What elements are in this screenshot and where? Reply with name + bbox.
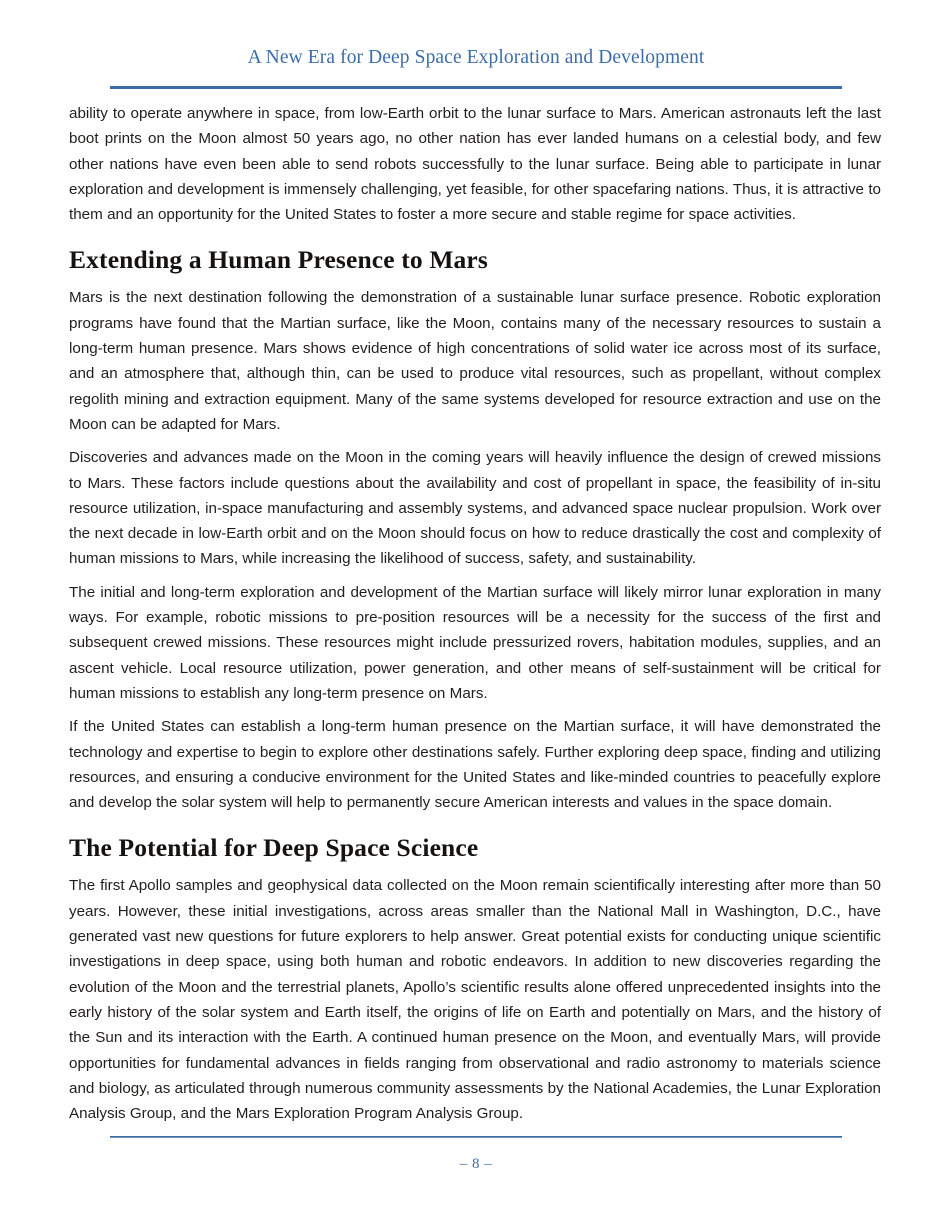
section-heading-extending-a-human-presence-to-mars: Extending a Human Presence to Mars xyxy=(69,245,488,275)
page-number: – 8 – xyxy=(459,1156,493,1172)
document-body xyxy=(69,101,881,1126)
header-rule xyxy=(110,86,842,89)
paragraph-first-apollo-samples: The first Apollo samples and geophysical data collected on the Moon remain scientifically interesting after more than 50 years. However, these initial investigations, across areas smaller than the National Mall in Washington, D.C., have generated vast new questions for future explorers to help answer. Great potential exists for conducting unique scientific investigations in deep space, using both human and robotic endeavors. In addition to new discoveries regarding the evolution of the Moon and the terrestrial planets, Apollo’s scientific results alone offered unprecedented insights into the early history of the solar system and Earth itself, the origins of life on Earth and potentially on Mars, and the history of the Sun and its interaction with the Earth. A continued human presence on the Moon, and eventually Mars, will provide opportunities for fundamental advances in fields ranging from observational and radio astronomy to materials science and biology, as articulated through numerous community assessments by the National Academies, the Lunar Exploration Analysis Group, and the Mars Exploration Program Analysis Group. xyxy=(69,877,881,1123)
paragraph-initial-and-long-term: The initial and long-term exploration and development of the Martian surface will likely mirror lunar exploration in many ways. For example, robotic missions to pre-position resources will be a necessity for the success of the first and subsequent crewed missions. These resources might include pressurized rovers, habitation modules, supplies, and an ascent vehicle. Local resource utilization, power generation, and other means of self-sustainment will be critical for human missions to establish any long-term presence on Mars. xyxy=(69,583,881,702)
running-header xyxy=(110,46,842,70)
running-header-title: A New Era for Deep Space Exploration and Development xyxy=(247,47,705,68)
paragraph-continuation: ability to operate anywhere in space, from low-Earth orbit to the lunar surface to Mars. American astronauts left the last boot prints on the Moon almost 50 years ago, no other nation has ever landed humans on a celestial body, and few other nations have even been able to send robots successfully to the lunar surface. Being able to participate in lunar exploration and development is immensely challenging, yet feasible, for other spacefaring nations. Thus, it is attractive to them and an opportunity for the United States to foster a more secure and stable regime for space activities. xyxy=(69,105,881,224)
page-footer xyxy=(110,1155,842,1173)
footer-rule xyxy=(110,1136,842,1138)
paragraph-mars-next-destination: Mars is the next destination following the demonstration of a sustainable lunar surface presence. Robotic exploration programs have found that the Martian surface, like the Moon, contains many of the necessary resources to sustain a long-term human presence. Mars shows evidence of high concentrations of solid water ice across most of its surface, and an atmosphere that, although thin, can be used to produce vital resources, such as propellant, without complex regolith mining and extraction equipment. Many of the same systems developed for resource extraction and use on the Moon can be adapted for Mars. xyxy=(69,289,881,433)
paragraph-discoveries-and-advances: Discoveries and advances made on the Moon in the coming years will heavily influence the design of crewed missions to Mars. These factors include questions about the availability and cost of propellant in space, the feasibility of in-situ resource utilization, in-space manufacturing and assembly systems, and advanced space nuclear propulsion. Work over the next decade in low-Earth orbit and on the Moon should focus on how to reduce drastically the cost and complexity of human missions to Mars, while increasing the likelihood of success, safety, and sustainability. xyxy=(69,449,881,568)
paragraph-if-united-states: If the United States can establish a long-term human presence on the Martian surface, it will have demonstrated the technology and expertise to begin to explore other destinations safely. Further exploring deep space, finding and utilizing resources, and ensuring a conducive environment for the United States and like-minded countries to peacefully explore and develop the solar system will help to permanently secure American interests and values in the space domain. xyxy=(69,718,881,812)
section-heading-the-potential-for-deep-space-science: The Potential for Deep Space Science xyxy=(69,833,479,863)
